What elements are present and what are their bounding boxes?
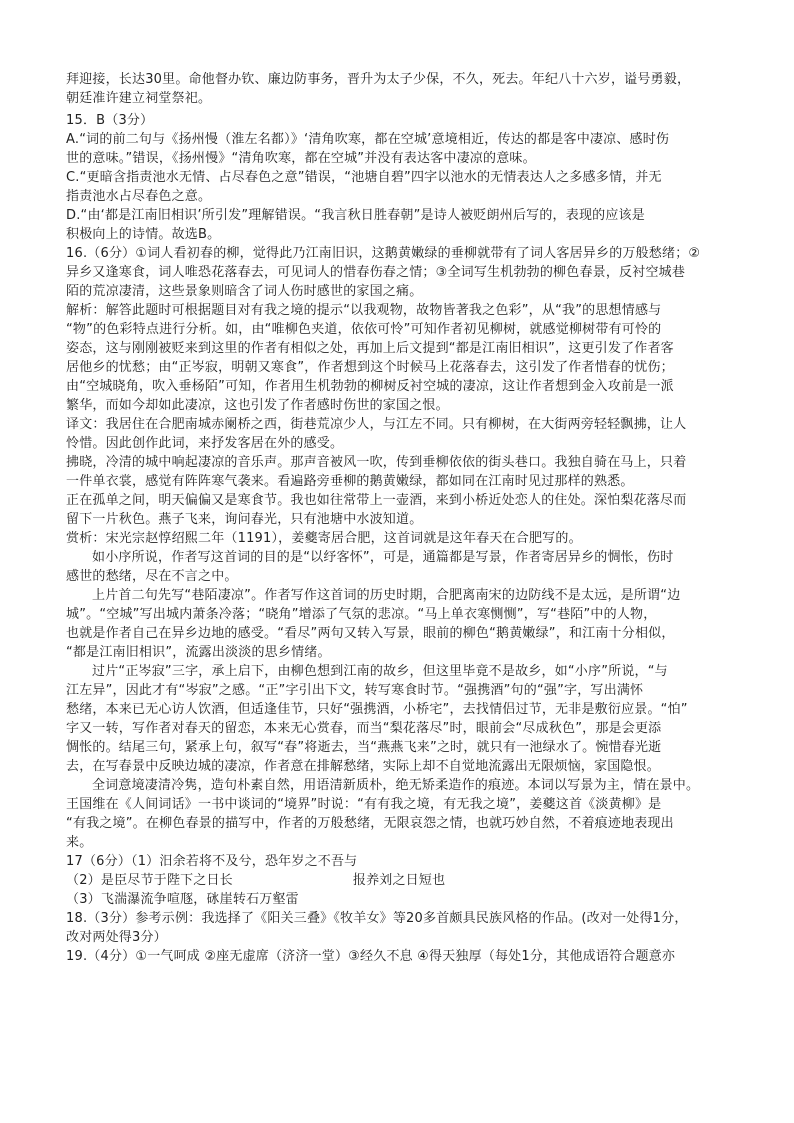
text-line: 由“空城晓角，吹入垂杨陌”可知，作者用生机勃勃的柳树反衬空城的凄凉，这让作者想到金入攻前是一派 xyxy=(66,379,674,394)
text-line: D.“由‘都是江南旧相识’所引发”理解错误。“我言秋日胜春朝”是诗人被贬朗州后写的，表现的应该是 xyxy=(66,208,645,223)
paragraph-line: 王国维在《人间词话》一书中谈词的“境界”时说：“有有我之境，有无我之境”，姜夔这首《淡黄柳》是 xyxy=(66,797,662,812)
paragraph-line: 江左异”，因此才有“岑寂”之感。“正”字引出下文，转写寒食时节。“强携酒”句的“强”字，写出满怀 xyxy=(66,683,644,698)
paragraph-line: 去，在写春景中反映边城的凄凉，作者意在排解愁绪，实际上却不自觉地流露出无限烦恼，家国隐恨。 xyxy=(66,759,661,774)
question-15-answer: 15．B（3分） xyxy=(66,113,154,128)
paragraph-line: 来。 xyxy=(66,835,93,850)
analysis-line: 解析：解答此题时可根据题目对有我之境的提示“以我观物，故物皆著我之色彩”，从“我”的思想情感与 xyxy=(66,303,662,318)
question-17-part-a: （2）是臣尽节于陛下之日长 xyxy=(66,873,233,888)
text-line: 指责池水占尽春色之意。 xyxy=(66,189,212,204)
paragraph-line: “都是江南旧相识”，流露出淡淡的思乡情绪。 xyxy=(66,645,331,660)
paragraph-line: 如小序所说，作者写这首词的目的是“以纾客怀”，可是，通篇都是写景，作者寄居异乡的惆怅，伤时 xyxy=(92,550,674,565)
paragraph-line: 城”。“空城”写出城内萧条冷落；“晓角”增添了气氛的悲凉。“马上单衣寒恻恻”，写“巷陌”中的人物， xyxy=(66,607,657,622)
paragraph-line: 愁绪，本来已无心访人饮酒，但适逢佳节，只好“强携酒，小桥宅”，去找情侣过节，无非是敷衍应景。“怕” xyxy=(66,702,688,717)
text-line: 一件单衣裳，感觉有阵阵寒气袭来。看遍路旁垂柳的鹅黄嫩绿，都如同在江南时见过那样的熟悉。 xyxy=(66,474,634,489)
question-18-answer: 18.（3分）参考示例：我选择了《阳关三叠》《牧羊女》等20多首颇具民族风格的作品。(改对一处得1分， xyxy=(66,911,688,926)
text-line: C.“更暗含指责池水无情、占尽春色之意”错误，“池塘自碧”四字以池水的无情表达人之多感多情，并无 xyxy=(66,170,662,185)
text-line: 居他乡的忧愁；由“正岑寂，明朝又寒食”，作者想到这个时候马上花落春去，这引发了作者惜春的忧伤； xyxy=(66,360,674,375)
translation-line: 译文：我居住在合肥南城赤阑桥之西，街巷荒凉少人，与江左不同。只有柳树，在大街两旁轻轻飘拂，让人 xyxy=(66,417,687,432)
paragraph-line: 上片首二句先写“巷陌凄凉”。作者写作这首词的历史时期，合肥离南宋的边防线不是太远，是所谓“边 xyxy=(92,588,681,603)
text-line: 姿态，这与刚刚被贬来到这里的作者有相似之处，再加上后文提到“都是江南旧相识”，这更引发了作者客 xyxy=(66,341,674,356)
text-line: 陌的荒凉凄清，这些景象则暗含了词人伤时感世的家国之痛。 xyxy=(66,284,423,299)
text-line: 正在孤单之间，明天偏偏又是寒食节。我也如往常带上一壶酒，来到小桥近处恋人的住处。深怕梨花落尽而 xyxy=(66,493,687,508)
text-line: A.“词的前二句与《扬州慢（淮左名都）》‘清角吹寒，都在空城’意境相近，传达的都是客中凄凉、感时伤 xyxy=(66,132,670,147)
appreciation-line: 赏析：宋光宗赵惇绍熙二年（1191），姜夔寄居合肥，这首词就是这年春天在合肥写的。 xyxy=(66,531,582,546)
text-line: 异乡又逢寒食，词人唯恐花落春去，可见词人的惜春伤春之情；③全词写生机勃勃的柳色春景，反衬空城巷 xyxy=(66,265,686,280)
text-line: 繁华，而如今却如此凄凉，这也引发了作者感时伤世的家国之恨。 xyxy=(66,398,449,413)
question-17-line: （3）飞湍瀑流争喧豗，砯崖转石万壑雷 xyxy=(66,892,299,907)
paragraph-line: 感世的愁绪，尽在不言之中。 xyxy=(66,569,238,584)
text-line: 世的意味。”错误，《扬州慢》“清角吹寒，都在空城”并没有表达客中凄凉的意味。 xyxy=(66,151,536,166)
text-line: “物”的色彩特点进行分析。如，由“唯柳色夹道，依依可怜”可知作者初见柳树，就感觉柳树带有可怜的 xyxy=(66,322,662,337)
question-19-answer: 19.（4分）①一气呵成 ②座无虚席（济济一堂）③经久不息 ④得天独厚（每处1分，其他成语符合题意亦 xyxy=(66,949,676,964)
text-line: 积极向上的诗情。故选B。 xyxy=(66,227,221,242)
question-16-answer: 16.（6分）①词人看初春的柳，觉得此乃江南旧识，这鹅黄嫩绿的垂柳就带有了词人客居异乡的万般愁绪；② xyxy=(66,246,701,261)
paragraph-line: 字又一转，写作者对春天的留恋，本来无心赏春，而当“梨花落尽”时，眼前会“尽成秋色”，那是会更添 xyxy=(66,721,662,736)
text-line: 拂晓，冷清的城中响起凄凉的音乐声。那声音被风一吹，传到垂柳依依的街头巷口。我独自骑在马上，只着 xyxy=(66,455,687,470)
paragraph-line: 惆怅的。结尾三句，紧承上句，叙写“春”将逝去，当“燕燕飞来”之时，就只有一池绿水了。惋惜春光逝 xyxy=(66,740,662,755)
question-17-answer: 17（6分）（1）汨余若将不及兮，恐年岁之不吾与 xyxy=(66,854,358,869)
text-line: 拜迎接，长达30里。命他督办钦、廉边防事务，晋升为太子少保，不久，死去。年纪八十六岁，谥号勇毅， xyxy=(66,72,691,87)
text-line: 改对两处得3分） xyxy=(66,930,167,945)
paragraph-line: 全词意境凄清冷隽，造句朴素自然，用语清新质朴，绝无矫柔造作的痕迹。本词以写景为主，情在景中。 xyxy=(92,778,700,793)
paragraph-line: 也就是作者自己在异乡边地的感受。“看尽”两句又转入写景，眼前的柳色“鹅黄嫩绿”，和江南十分相似， xyxy=(66,626,675,641)
paragraph-line: “有我之境”。在柳色春景的描写中，作者的万般愁绪，无限哀怨之情，也就巧妙自然，不着痕迹地表现出 xyxy=(66,816,674,831)
question-17-part-b: 报养刘之日短也 xyxy=(352,873,446,888)
text-line: 朝廷准许建立祠堂祭祀。 xyxy=(66,91,212,106)
paragraph-line: 过片“正岑寂”三字，承上启下，由柳色想到江南的故乡，但这里毕竟不是故乡，如“小序”所说，“与 xyxy=(92,664,668,679)
text-line: 留下一片秋色。燕子飞来，询问春光，只有池塘中水波知道。 xyxy=(66,512,423,527)
question-17-row xyxy=(66,871,724,890)
text-line: 怜惜。因此创作此词，来抒发客居在外的感受。 xyxy=(66,436,344,451)
